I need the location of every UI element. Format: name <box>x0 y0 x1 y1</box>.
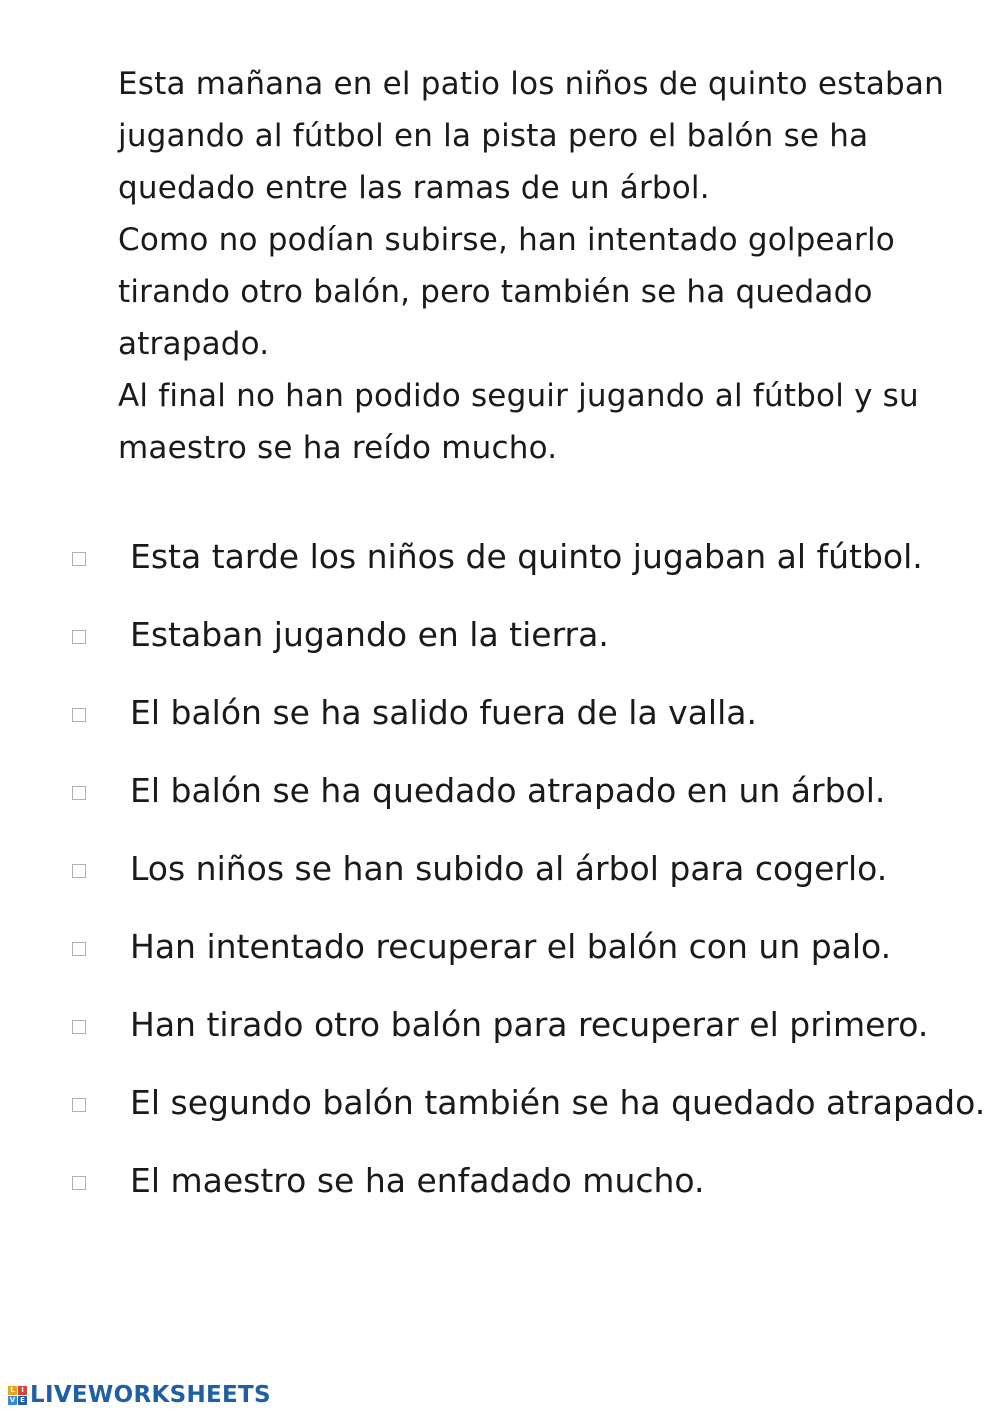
statement-text: Han tirado otro balón para recuperar el primero. <box>130 1005 929 1044</box>
passage-line: quedado entre las ramas de un árbol. <box>118 170 710 206</box>
statement-item <box>0 922 1000 1000</box>
liveworksheets-logo-icon: L I V E <box>8 1386 27 1405</box>
statement-list <box>0 532 1000 1234</box>
passage-line: Al final no han podido seguir jugando al fútbol y su <box>118 378 919 414</box>
passage-line: maestro se ha reído mucho. <box>118 430 558 466</box>
statement-item <box>0 688 1000 766</box>
statement-text: El balón se ha salido fuera de la valla. <box>130 693 757 732</box>
passage-line: atrapado. <box>118 326 270 362</box>
passage-line: Esta mañana en el patio los niños de quinto estaban <box>118 66 944 102</box>
statement-checkbox[interactable] <box>72 708 86 722</box>
statement-item <box>0 1000 1000 1078</box>
statement-item <box>0 844 1000 922</box>
statement-item <box>0 766 1000 844</box>
statement-item <box>0 610 1000 688</box>
statement-checkbox[interactable] <box>72 1176 86 1190</box>
statement-item <box>0 1156 1000 1234</box>
statement-checkbox[interactable] <box>72 630 86 644</box>
passage-line: tirando otro balón, pero también se ha quedado <box>118 274 873 310</box>
statement-text: El maestro se ha enfadado mucho. <box>130 1161 705 1200</box>
statement-text: Estaban jugando en la tierra. <box>130 615 609 654</box>
statement-text: Han intentado recuperar el balón con un palo. <box>130 927 892 966</box>
statement-checkbox[interactable] <box>72 1020 86 1034</box>
statement-checkbox[interactable] <box>72 786 86 800</box>
statement-item <box>0 532 1000 610</box>
statement-text: Los niños se han subido al árbol para cogerlo. <box>130 849 888 888</box>
statement-text: El segundo balón también se ha quedado atrapado. <box>130 1083 986 1122</box>
statement-item <box>0 1078 1000 1156</box>
statement-text: Esta tarde los niños de quinto jugaban al fútbol. <box>130 537 923 576</box>
statement-checkbox[interactable] <box>72 942 86 956</box>
statement-text: El balón se ha quedado atrapado en un árbol. <box>130 771 886 810</box>
statement-checkbox[interactable] <box>72 1098 86 1112</box>
statement-checkbox[interactable] <box>72 864 86 878</box>
liveworksheets-brand <box>8 1381 271 1409</box>
statement-checkbox[interactable] <box>72 552 86 566</box>
passage-line: Como no podían subirse, han intentado golpearlo <box>118 222 895 258</box>
brand-wordmark: LIVEWORKSHEETS <box>30 1382 271 1408</box>
reading-passage <box>118 58 944 474</box>
passage-line: jugando al fútbol en la pista pero el balón se ha <box>118 118 869 154</box>
